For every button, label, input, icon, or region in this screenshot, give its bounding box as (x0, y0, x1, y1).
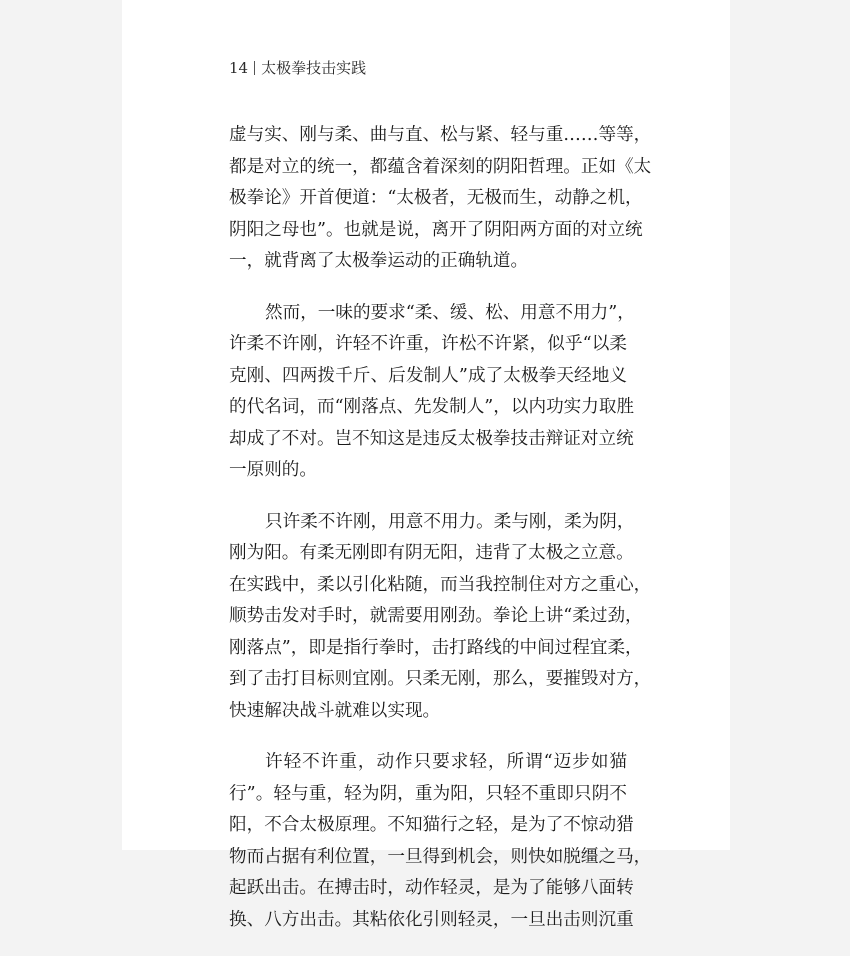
text-line: 换、八方出击。其粘依化引则轻灵，一旦出击则沉重 (229, 909, 634, 930)
text-line: 都是对立的统一，都蕴含着深刻的阴阳哲理。正如《太 (229, 156, 652, 177)
paragraph-4 (229, 747, 652, 936)
text-line: 虚与实、刚与柔、曲与直、松与紧、轻与重……等等， (229, 125, 652, 145)
header-separator (254, 61, 255, 75)
text-line: 阳，不合太极原理。不知猫行之轻，是为了不惊动猎 (229, 815, 634, 835)
text-line: 行”。轻与重，轻为阴，重为阳，只轻不重即只阴不 (229, 783, 627, 804)
text-line: 却成了不对。岂不知这是违反太极拳技击辩证对立统 (229, 428, 634, 449)
text-line: 到了击打目标则宜刚。只柔无刚，那么，要摧毁对方， (229, 669, 652, 689)
text-line: 刚为阳。有柔无刚即有阴无阳，违背了太极之立意。 (229, 543, 634, 563)
text-line: 阴阳之母也”。也就是说，离开了阴阳两方面的对立统 (229, 219, 643, 240)
text-line: 顺势击发对手时，就需要用刚劲。拳论上讲“柔过劲， (229, 606, 643, 626)
text-line: 极拳论》开首便道：“太极者，无极而生，动静之机， (229, 188, 643, 208)
text-line: 一原则的。 (229, 460, 317, 480)
text-line: 起跃出击。在搏击时，动作轻灵，是为了能够八面转 (229, 878, 634, 898)
text-line: 许轻不许重，动作只要求轻，所谓“迈步如猫 (265, 752, 627, 772)
text-line: 物而占据有利位置，一旦得到机会，则快如脱缰之马， (229, 846, 652, 867)
book-page (122, 0, 730, 930)
paragraph-1 (229, 120, 652, 278)
book-title: 太极拳技击实践 (261, 59, 367, 77)
paragraph-3 (229, 507, 652, 728)
text-line: 刚落点”，即是指行拳时，击打路线的中间过程宜柔， (229, 637, 643, 658)
text-line: 克刚、四两拨千斤、后发制人”成了太极拳天经地义 (229, 365, 627, 386)
running-head (229, 57, 366, 79)
body-text (229, 120, 652, 956)
text-line: 在实践中，柔以引化粘随，而当我控制住对方之重心， (229, 574, 652, 595)
text-line: 的代名词，而“刚落点、先发制人”，以内功实力取胜 (229, 397, 635, 417)
text-line: 一，就背离了太极拳运动的正确轨道。 (229, 251, 529, 271)
text-line: 快速解决战斗就难以实现。 (229, 700, 441, 721)
text-line: 只许柔不许刚，用意不用力。柔与刚，柔为阴， (265, 511, 635, 532)
paragraph-2 (229, 298, 635, 487)
text-line: 许柔不许刚，许轻不许重，许松不许紧，似乎“以柔 (229, 334, 627, 354)
text-line: 然而，一味的要求“柔、缓、松、用意不用力”， (265, 302, 635, 323)
page-number: 14 (229, 59, 249, 77)
